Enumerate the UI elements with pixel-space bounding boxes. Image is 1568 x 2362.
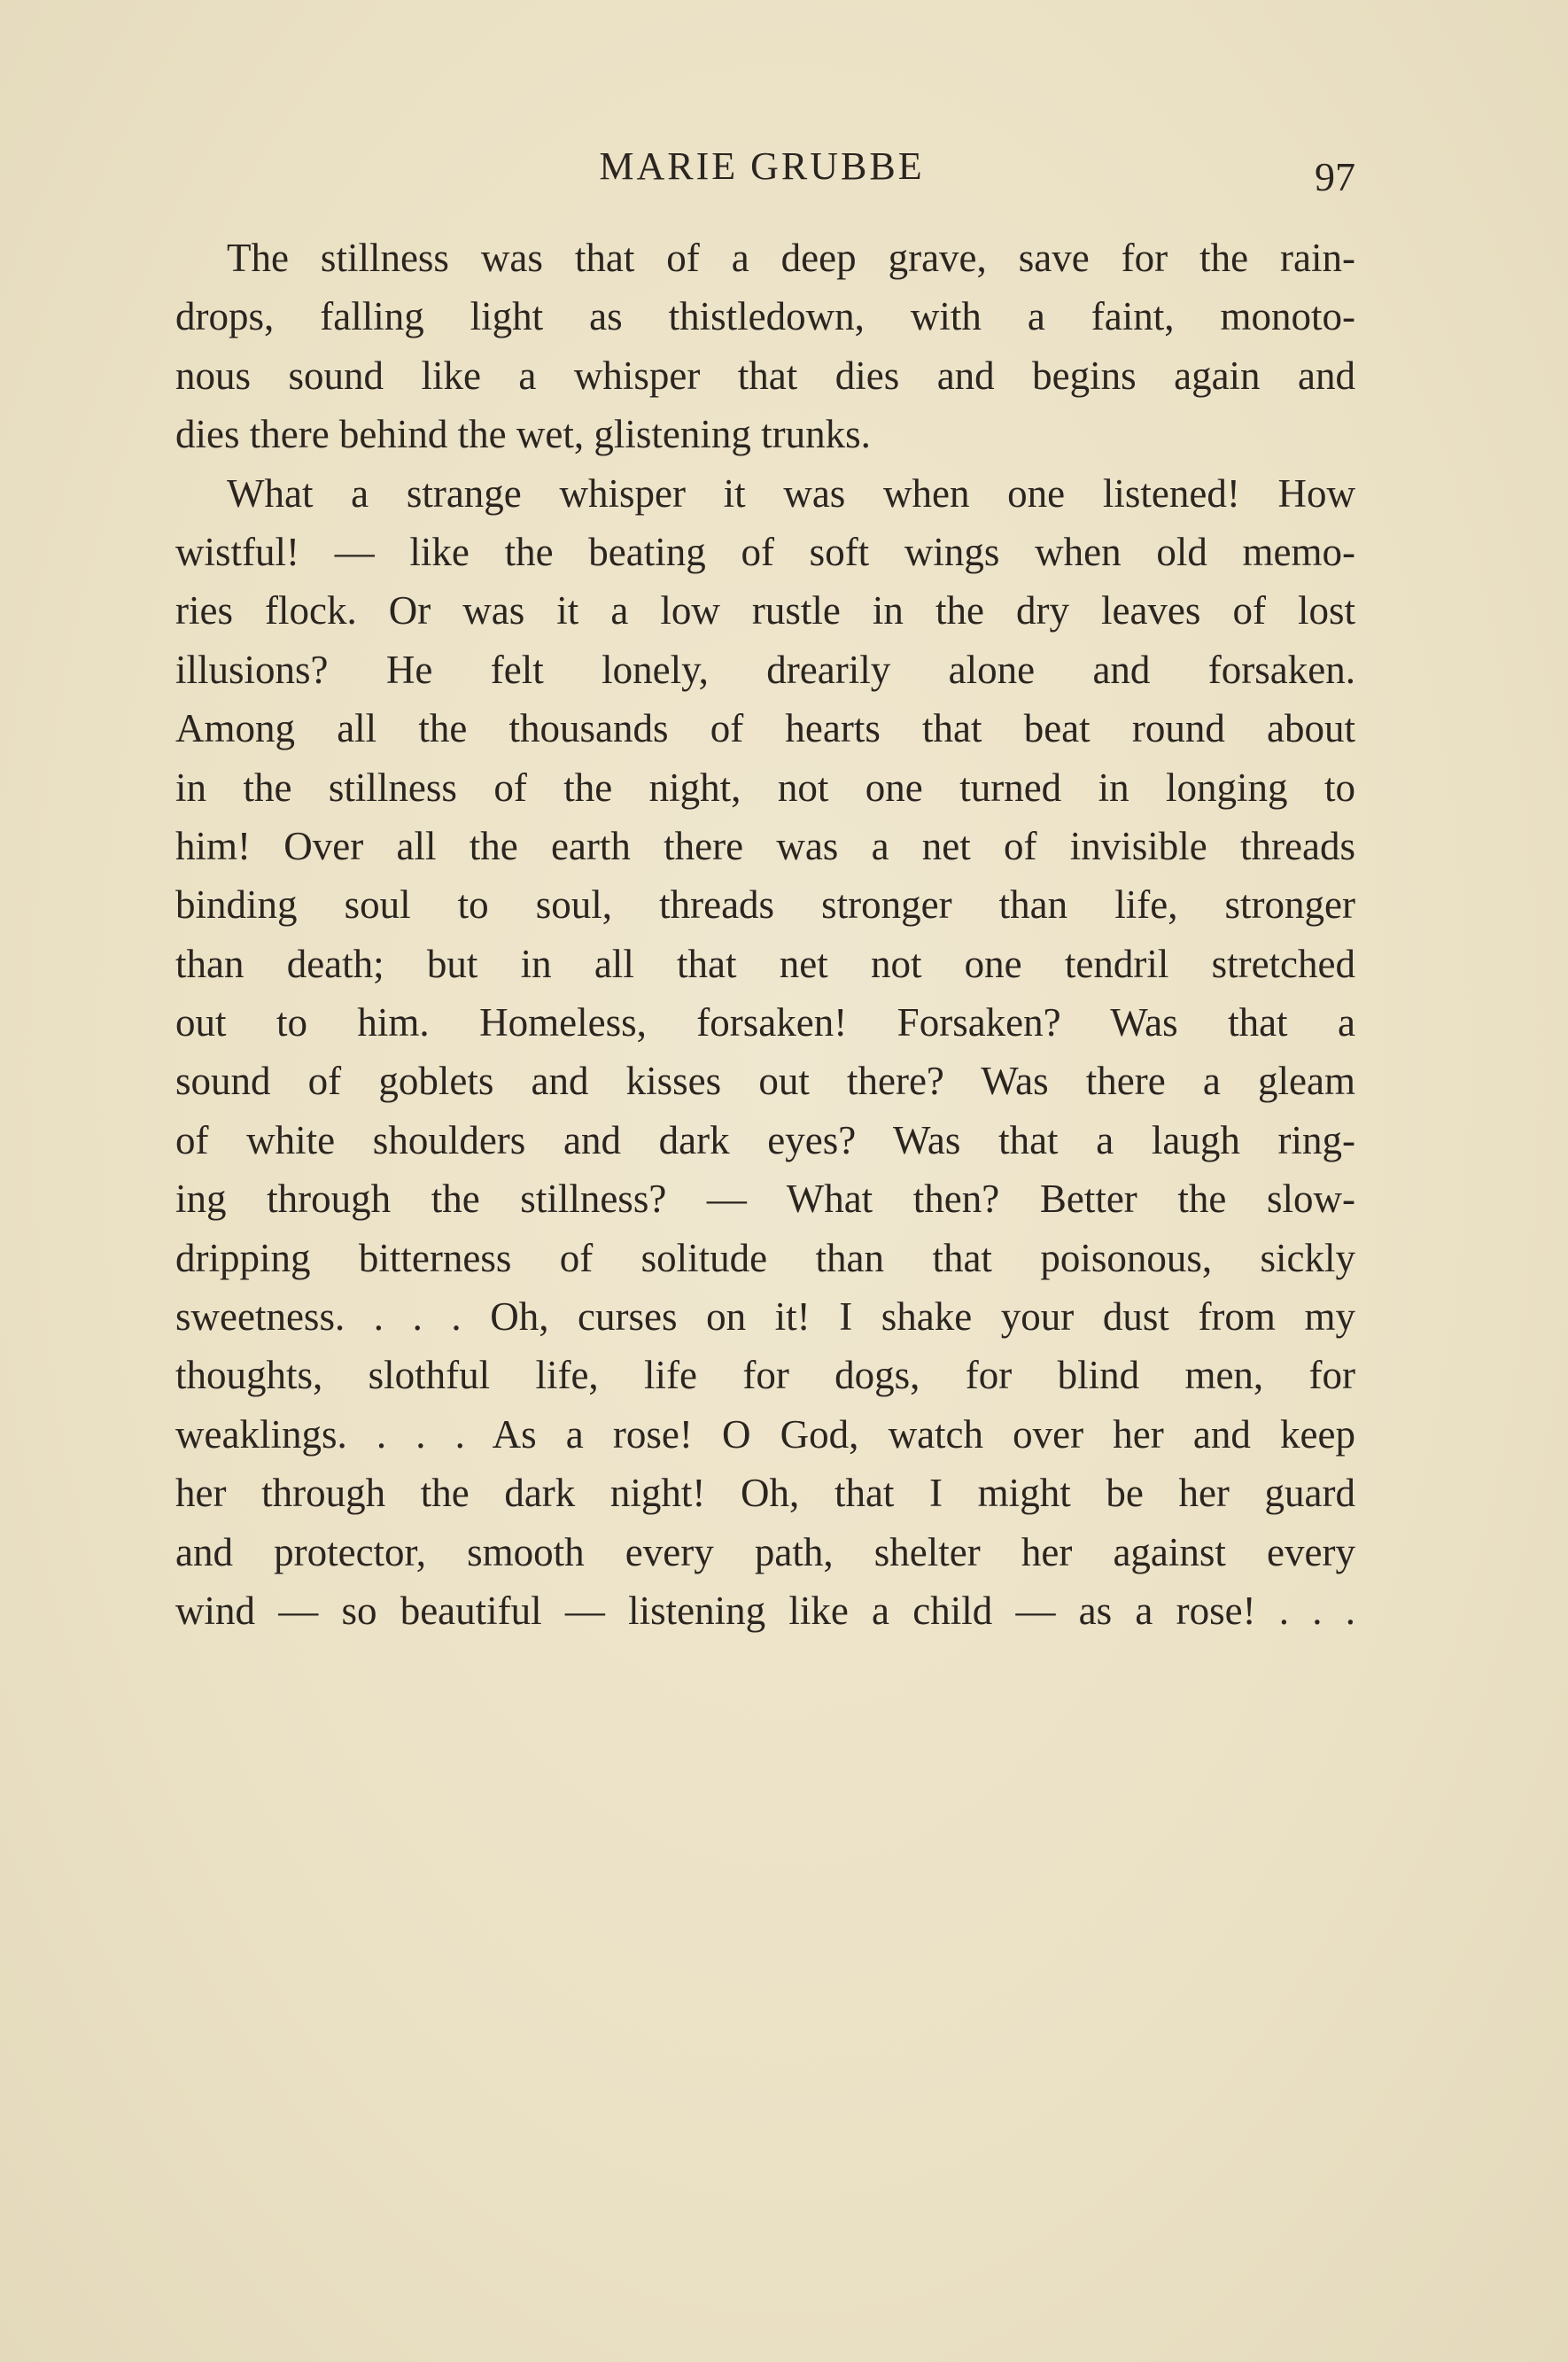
text-line: drops, falling light as thistledown, with a faint, monoto- <box>175 294 1355 339</box>
text-line: Among all the thousands of hearts that beat round about <box>175 706 1355 751</box>
text-line: wind — so beautiful — listening like a child — as a rose! . . . <box>175 1588 1355 1633</box>
text-line: illusions? He felt lonely, drearily alone and forsaken. <box>175 647 1355 692</box>
text-line: ries flock. Or was it a low rustle in the dry leaves of lost <box>175 588 1355 633</box>
text-line: binding soul to soul, threads stronger than life, stronger <box>175 882 1355 928</box>
text-line: The stillness was that of a deep grave, save for the rain- <box>227 236 1355 280</box>
text-line: sweetness. . . . Oh, curses on it! I shake your dust from my <box>175 1294 1355 1340</box>
text-line: in the stillness of the night, not one turned in longing to <box>175 765 1355 810</box>
text-line: dripping bitterness of solitude than that poisonous, sickly <box>175 1235 1355 1280</box>
text-line: than death; but in all that net not one tendril stretched <box>175 941 1355 986</box>
text-line: out to him. Homeless, forsaken! Forsaken? Was that a <box>175 1000 1355 1045</box>
body-text <box>175 229 1355 1640</box>
text-line: What a strange whisper it was when one listened! How <box>227 470 1355 516</box>
text-line: sound of goblets and kisses out there? Was there a gleam <box>175 1059 1355 1104</box>
text-line: of white shoulders and dark eyes? Was that a laugh ring- <box>175 1117 1355 1162</box>
text-line: him! Over all the earth there was a net of invisible threads <box>175 823 1355 868</box>
paragraph-1 <box>175 229 1355 464</box>
text-line: ing through the stillness? — What then? Better the slow- <box>175 1177 1355 1222</box>
running-head <box>0 140 1568 199</box>
text-line: and protector, smooth every path, shelter her against every <box>175 1529 1355 1574</box>
text-line: thoughts, slothful life, life for dogs, for blind men, for <box>175 1353 1355 1398</box>
text-line: her through the dark night! Oh, that I might be her guard <box>175 1471 1355 1516</box>
text-line: nous sound like a whisper that dies and begins again and <box>175 353 1355 398</box>
text-line: weaklings. . . . As a rose! O God, watch over her and keep <box>175 1411 1355 1457</box>
text-line: dies there behind the wet, glistening trunks. <box>175 412 871 457</box>
text-line: wistful! — like the beating of soft wings when old memo- <box>175 529 1355 574</box>
page-number: 97 <box>1315 154 1355 199</box>
running-title: MARIE GRUBBE <box>599 144 925 188</box>
paragraph-2 <box>175 464 1355 1641</box>
